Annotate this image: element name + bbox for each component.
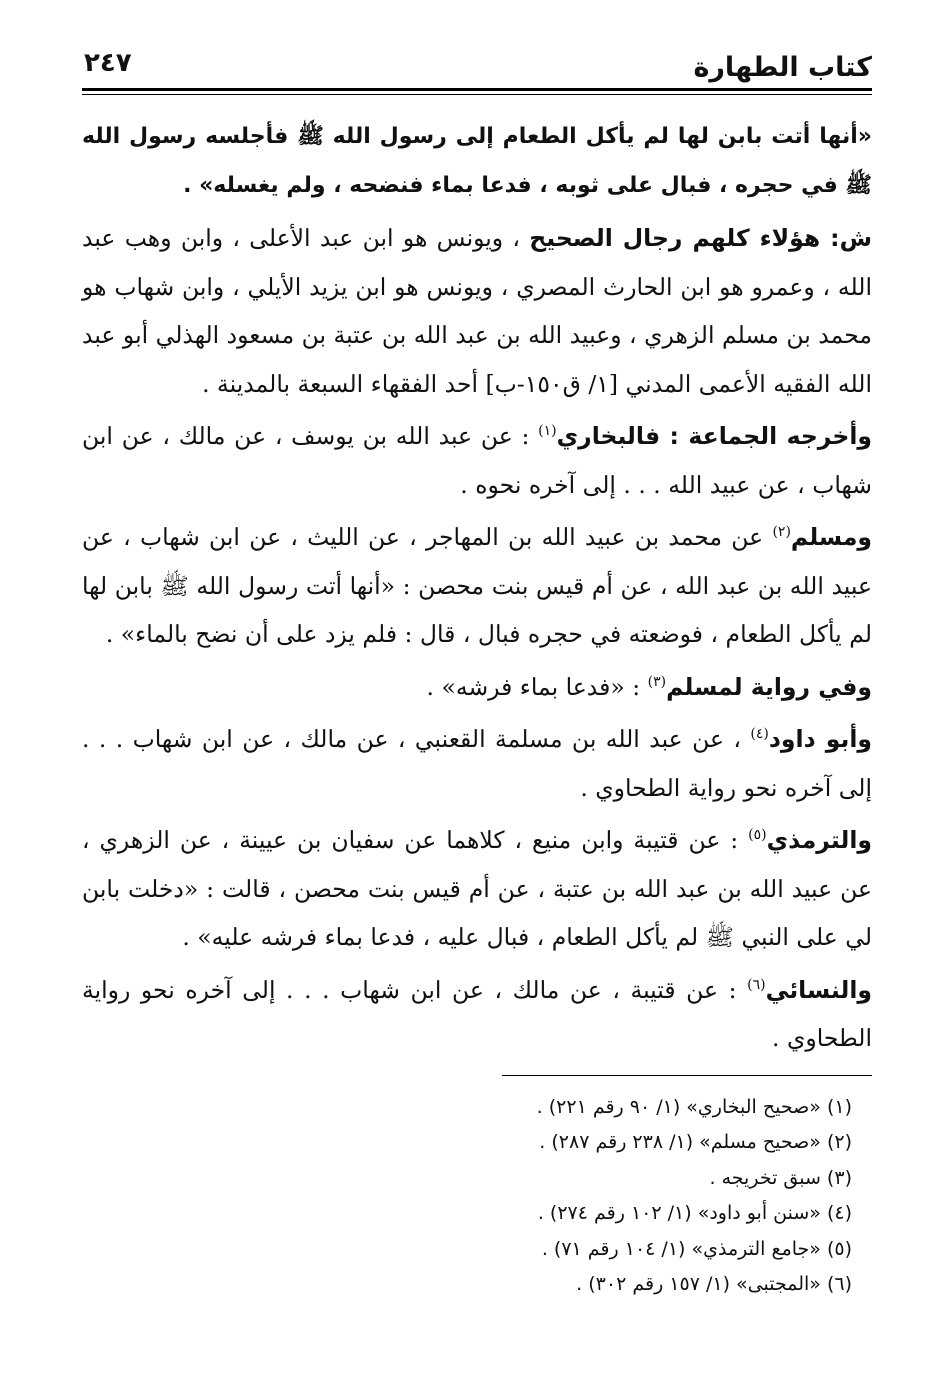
chapter-title: كتاب الطهارة	[693, 52, 872, 83]
paragraph-tirmidhi: والترمذي$^{(٥)}$ : عن قتيبة وابن منيع ، كلاهما عن سفيان بن عيينة ، عن الزهري ، عن عبيد الله بن عبد الله بن عتبة ، عن أم قيس بنت محصن ، قالت : «دخلت بابن لي على النبي ﷺ لم يأكل الطعام ، فبال عليه ، فدعا بماء فرشه عليه» .	[82, 826, 872, 951]
footnote-item: (٦) «المجتبى» (١/ ١٥٧ رقم ٣٠٢) .	[576, 1273, 852, 1295]
footnote-item: (٢) «صحيح مسلم» (١/ ٢٣٨ رقم ٢٨٧) .	[539, 1131, 852, 1153]
footnote-item: (٥) «جامع الترمذي» (١/ ١٠٤ رقم ٧١) .	[541, 1237, 852, 1260]
paragraph-bukhari: وأخرجه الجماعة : فالبخاري$^{(١)}$ : عن عبد الله بن يوسف ، عن مالك ، عن ابن شهاب ، عن عبيد الله . . . إلى آخره نحوه .	[82, 422, 872, 499]
paragraph-lead: والنسائي	[765, 975, 872, 1004]
footnote-ref: (٥)	[748, 827, 767, 844]
footnote-ref: (٤)	[750, 726, 769, 743]
body-text	[82, 113, 872, 1063]
paragraph-hadith-text: «أنها أتت بابن لها لم يأكل الطعام إلى رسول الله ﷺ فأجلسه رسول الله ﷺ في حجره ، فبال على ثوبه ، فدعا بماء فنضحه ، ولم يغسله» .	[82, 124, 872, 198]
paragraph-lead: وأخرجه الجماعة : فالبخاري	[556, 422, 872, 450]
footnote-ref: (٦)	[747, 976, 766, 993]
footnote-item: (٤) «سنن أبو داود» (١/ ١٠٢ رقم ٢٧٤) .	[537, 1202, 852, 1224]
page	[82, 38, 872, 1303]
header-rule-thin	[82, 94, 872, 95]
paragraph-abu-dawud: وأبو داود$^{(٤)}$ ، عن عبد الله بن مسلمة القعنبي ، عن مالك ، عن ابن شهاب . . . إلى آخره نحو رواية الطحاوي .	[82, 725, 872, 802]
footnote-ref: (٣)	[647, 673, 667, 690]
page-number: ٢٤٧	[84, 48, 132, 78]
footnote-ref: (٢)	[772, 524, 791, 541]
footnote-item: (٣) سبق تخريجه .	[709, 1166, 852, 1189]
header-rule-thick	[82, 88, 872, 91]
footnote-ref: (١)	[538, 423, 557, 440]
paragraph-muslim-variant: وفي رواية لمسلم$^{(٣)}$ : «فدعا بماء فرشه» .	[426, 672, 872, 701]
running-header	[82, 38, 872, 86]
footnote-separator	[502, 1075, 872, 1076]
footnotes	[82, 1090, 852, 1303]
paragraph-lead: والترمذي	[766, 826, 872, 854]
paragraph-lead: ش: هؤلاء كلهم رجال الصحيح	[529, 224, 872, 252]
paragraph-muslim: ومسلم$^{(٢)}$ عن محمد بن عبيد الله بن المهاجر ، عن الليث ، عن ابن شهاب ، عن عبيد الله بن عبد الله ، عن أم قيس بنت محصن : «أنها أتت رسول الله ﷺ بابن لها لم يأكل الطعام ، فوضعته في حجره فبال ، قال : فلم يزد على أن نضح بالماء» .	[82, 523, 872, 648]
paragraph-commentary: ش: هؤلاء كلهم رجال الصحيح ، ويونس هو ابن عبد الأعلى ، وابن وهب عبد الله ، وعمرو هو ابن الحارث المصري ، ويونس هو ابن يزيد الأيلي ، وابن شهاب هو محمد بن مسلم الزهري ، وعبيد الله بن عبد الله بن عتبة بن مسعود الهذلي أبو عبد الله الفقيه الأعمى المدني [١/ ق١٥٠-ب] أحد الفقهاء السبعة بالمدينة .	[82, 224, 872, 398]
paragraph-lead: وأبو داود	[768, 725, 872, 753]
paragraph-lead: ومسلم	[790, 523, 872, 551]
paragraph-nasai: والنسائي$^{(٦)}$ : عن قتيبة ، عن مالك ، عن ابن شهاب . . . إلى آخره نحو رواية الطحاوي .	[82, 975, 872, 1052]
footnote-item: (١) «صحيح البخاري» (١/ ٩٠ رقم ٢٢١) .	[536, 1095, 852, 1118]
paragraph-lead: وفي رواية لمسلم	[666, 672, 872, 701]
